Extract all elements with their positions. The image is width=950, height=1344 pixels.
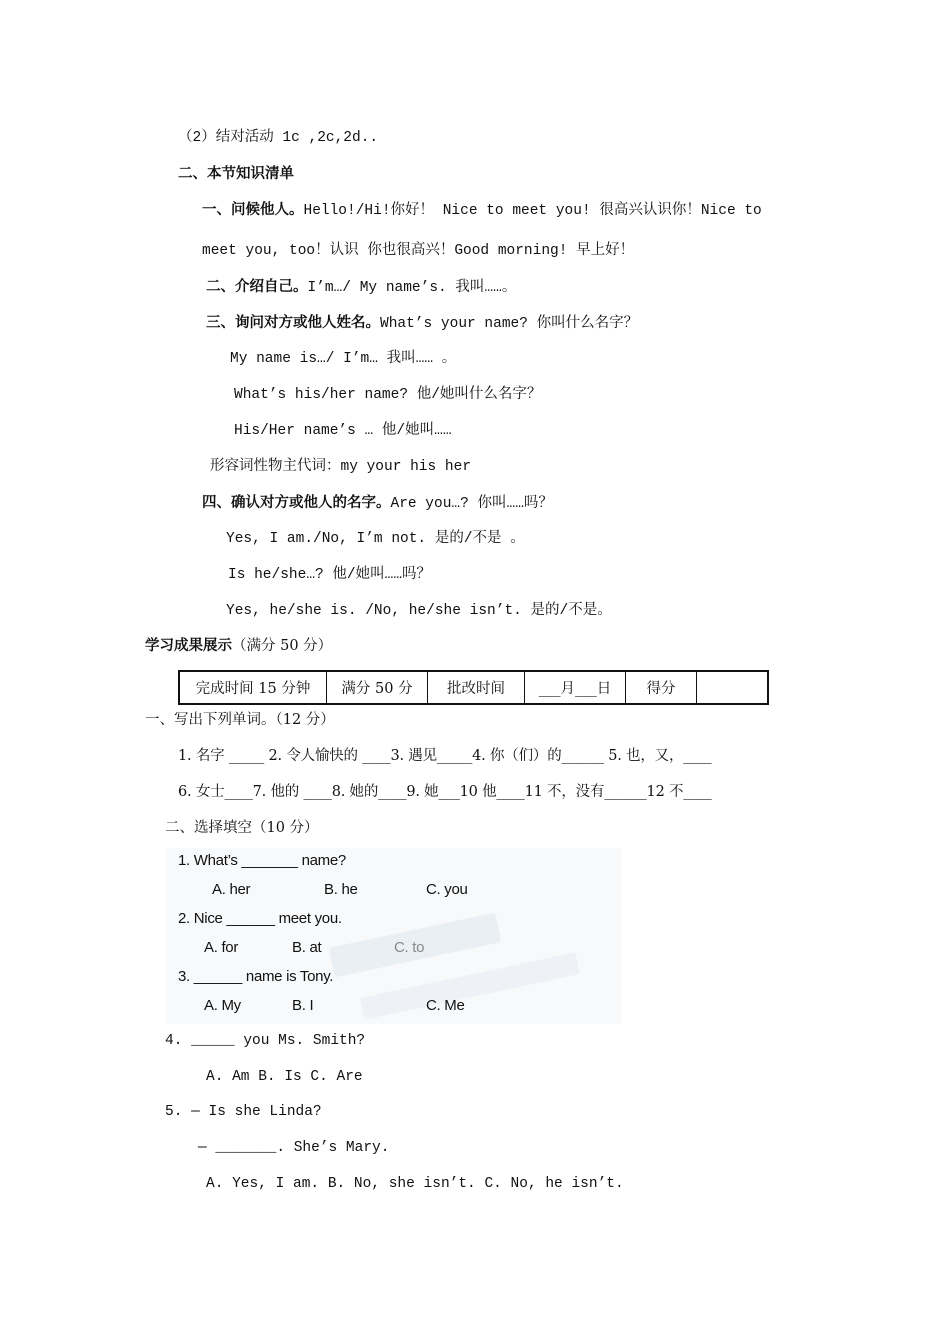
results-heading-line	[145, 636, 332, 656]
question-5: 5. — Is she Linda?	[165, 1104, 322, 1120]
section2-title: 二、选择填空（10 分）	[165, 820, 319, 836]
confirm-line	[202, 493, 553, 514]
results-heading: 学习成果展示	[145, 638, 232, 654]
greeting-heading: 一、问候他人。	[202, 202, 304, 218]
option: C. to	[394, 939, 425, 956]
intro-line	[206, 277, 516, 298]
vocab-row-1: 1. 名字 _____ 2. 令人愉快的 ____3. 遇见_____4. 你（们）的______ 5. 也，又，____	[178, 748, 712, 764]
question-5-options: A. Yes, I am. B. No, she isn’t. C. No, he isn’t.	[206, 1176, 624, 1192]
option: C. you	[426, 881, 468, 898]
example-line: Yes, I am./No, I’m not. 是的/不是 。	[226, 531, 525, 547]
option: A. My	[204, 997, 241, 1014]
section-heading-knowledge: 二、本节知识清单	[178, 166, 294, 182]
activity-line: （2）结对活动 1c ,2c,2d..	[178, 130, 379, 146]
intro-heading: 二、介绍自己。	[206, 279, 308, 295]
score-cell-date: ___月___日	[525, 671, 626, 704]
score-cell-grade-time: 批改时间	[428, 671, 525, 704]
example-line: Is he/she…? 他/她叫……吗？	[228, 567, 432, 583]
question-5-answer: — _______. She’s Mary.	[198, 1140, 390, 1156]
score-cell-value	[697, 671, 769, 704]
quiz-image-box	[166, 848, 622, 1024]
option: A. for	[204, 939, 239, 956]
section1-title: 一、写出下列单词。（12 分）	[145, 712, 335, 728]
question-1: 1. What’s _______ name?	[178, 852, 346, 869]
option: B. at	[292, 939, 322, 956]
greeting-line-2: meet you, too！认识 你也很高兴！Good morning! 早上好！	[202, 243, 635, 259]
results-score: （满分 50 分）	[232, 638, 333, 654]
score-cell-full: 满分 50 分	[327, 671, 428, 704]
question-3: 3. ______ name is Tony.	[178, 968, 334, 985]
confirm-text: Are you…? 你叫……吗？	[390, 496, 553, 512]
score-cell-label: 得分	[626, 671, 697, 704]
question-2: 2. Nice ______ meet you.	[178, 910, 342, 927]
ask-name-heading: 三、询问对方或他人姓名。	[206, 315, 380, 331]
option: C. Me	[426, 997, 465, 1014]
ask-name-line	[206, 313, 638, 334]
confirm-heading: 四、确认对方或他人的名字。	[202, 495, 391, 511]
ask-name-text: What’s your name? 你叫什么名字？	[380, 316, 639, 332]
intro-text: I’m…/ My name’s. 我叫……。	[307, 280, 517, 296]
pronoun-line: 形容词性物主代词：my your his her	[210, 459, 472, 475]
option: B. I	[292, 997, 314, 1014]
example-line: My name is…/ I’m… 我叫…… 。	[230, 351, 457, 367]
option: A. her	[212, 881, 251, 898]
question-4: 4. _____ you Ms. Smith?	[165, 1033, 366, 1049]
vocab-row-2: 6. 女士____7. 他的 ____8. 她的____9. 她___10 他____11 不，没有______12 不____	[178, 784, 712, 800]
example-line: His/Her name’s … 他/她叫……	[234, 423, 452, 439]
greeting-line	[202, 200, 762, 221]
score-table	[178, 670, 769, 705]
question-4-options: A. Am B. Is C. Are	[206, 1069, 363, 1085]
greeting-text: Hello!/Hi!你好！ Nice to meet you! 很高兴认识你！Nice to	[303, 203, 762, 219]
option: B. he	[324, 881, 358, 898]
example-line: Yes, he/she is. /No, he/she isn’t. 是的/不是。	[226, 603, 612, 619]
example-line: What’s his/her name? 他/她叫什么名字？	[234, 387, 542, 403]
score-cell-time: 完成时间 15 分钟	[179, 671, 327, 704]
